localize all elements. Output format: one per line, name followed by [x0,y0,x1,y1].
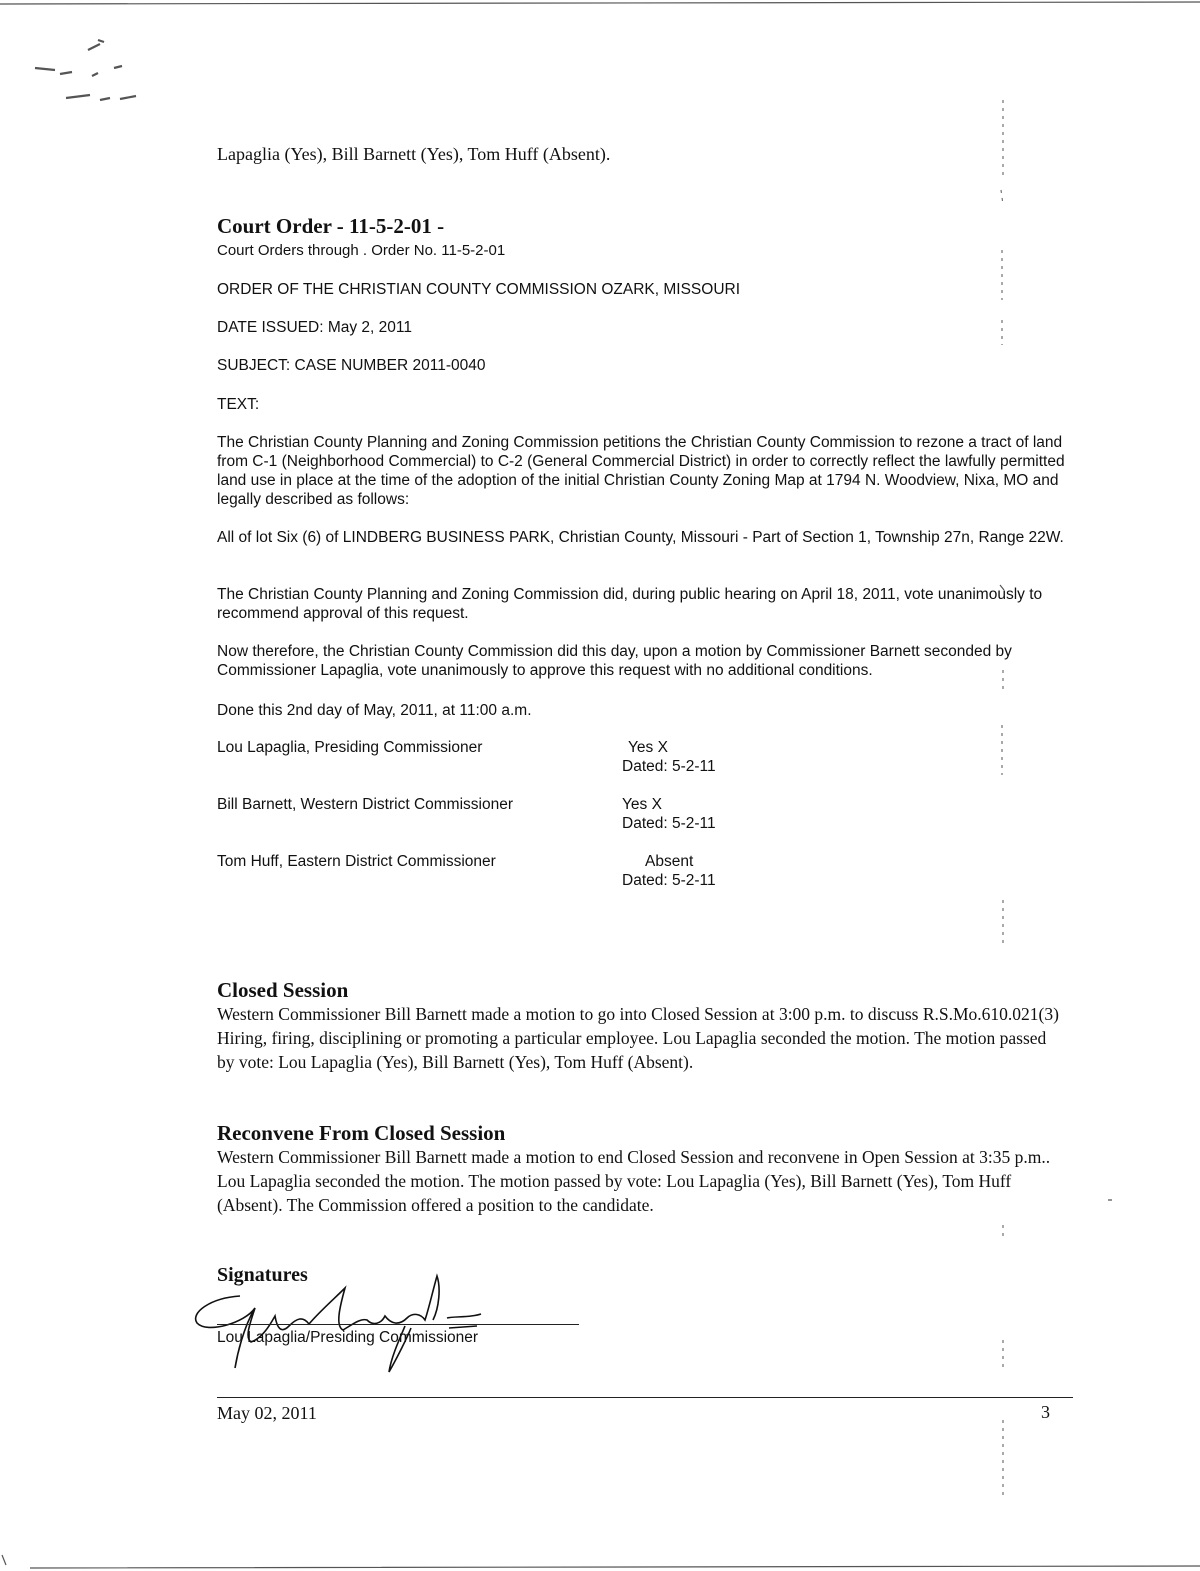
date-issued-line: DATE ISSUED: May 2, 2011 [217,319,412,336]
order-paragraph-legal-description: All of lot Six (6) of LINDBERG BUSINESS PARK, Christian County, Missouri - Part of Section 1, Township 27n, Range 22W. [217,529,1064,546]
text-label: TEXT: [217,396,260,413]
done-line: Done this 2nd day of May, 2011, at 11:00 a.m. [217,702,532,719]
order-paragraph-petition: The Christian County Planning and Zoning Commission petitions the Christian County Commission to rezone a tract of land from C-1 (Neighborhood Commercial) to C-2 (General Commercial District) in order to correctly reflect the lawfully permitted land use in place at the time of the adoption of the initial Christian County Zoning Map at 1794 N. Woodview, Nixa, MO and legally described as follows: [217,434,1065,508]
footer-rule [217,1397,1073,1398]
court-order-heading: Court Order - 11-5-2-01 - [217,214,445,238]
vote-row-dated: Dated: 5-2-11 [622,872,716,889]
vote-row-name: Tom Huff, Eastern District Commissioner [217,853,496,870]
signature-line [217,1324,579,1325]
vote-row-value: Yes X [622,796,662,813]
closed-session-text: Western Commissioner Bill Barnett made a motion to go into Closed Session at 3:00 p.m. to discuss R.S.Mo.610.021(3) Hiring, firing, disciplining or promoting a particular employee. Lou Lapaglia seconded the motion. The motion passed by vote: Lou Lapaglia (Yes), Bill Barnett (Yes), Tom Huff (Absent). [217,1004,1059,1072]
vote-row-value: Absent [645,853,694,870]
reconvene-text: Western Commissioner Bill Barnett made a motion to end Closed Session and reconvene in Open Session at 3:35 p.m.. Lou Lapaglia seconded the motion. The motion passed by vote: Lou Lapaglia (Yes), Bill Barnett (Yes), Tom Huff (Absent). The Commission offered a position to the candidate. [217,1147,1051,1215]
closed-session-heading: Closed Session [217,978,349,1002]
signer-caption: Lou Lapaglia/Presiding Commissioner [217,1329,479,1346]
vote-row-dated: Dated: 5-2-11 [622,815,716,832]
vote-row-name: Bill Barnett, Western District Commissioner [217,796,514,813]
vote-row-dated: Dated: 5-2-11 [622,758,716,775]
order-paragraph-approval: Now therefore, the Christian County Commission did this day, upon a motion by Commissioner Barnett seconded by Commissioner Lapaglia, vote unanimously to approve this request with no additional conditions. [217,643,1012,679]
order-paragraph-recommendation: The Christian County Planning and Zoning Commission did, during public hearing on April 18, 2011, vote unanimously to recommend approval of this request. [217,586,1043,622]
subject-line: SUBJECT: CASE NUMBER 2011-0040 [217,357,486,374]
footer-date: May 02, 2011 [217,1403,317,1423]
vote-row-value: Yes X [628,739,668,756]
order-of-line: ORDER OF THE CHRISTIAN COUNTY COMMISSION OZARK, MISSOURI [217,281,741,298]
signatures-heading: Signatures [217,1264,308,1286]
vote-row-name: Lou Lapaglia, Presiding Commissioner [217,739,483,756]
carryover-vote-line: Lapaglia (Yes), Bill Barnett (Yes), Tom Huff (Absent). [217,144,611,164]
reconvene-heading: Reconvene From Closed Session [217,1121,506,1145]
page-number: 3 [1041,1402,1050,1422]
court-order-subheading: Court Orders through . Order No. 11-5-2-01 [217,242,506,259]
handwritten-signature [185,1268,515,1378]
